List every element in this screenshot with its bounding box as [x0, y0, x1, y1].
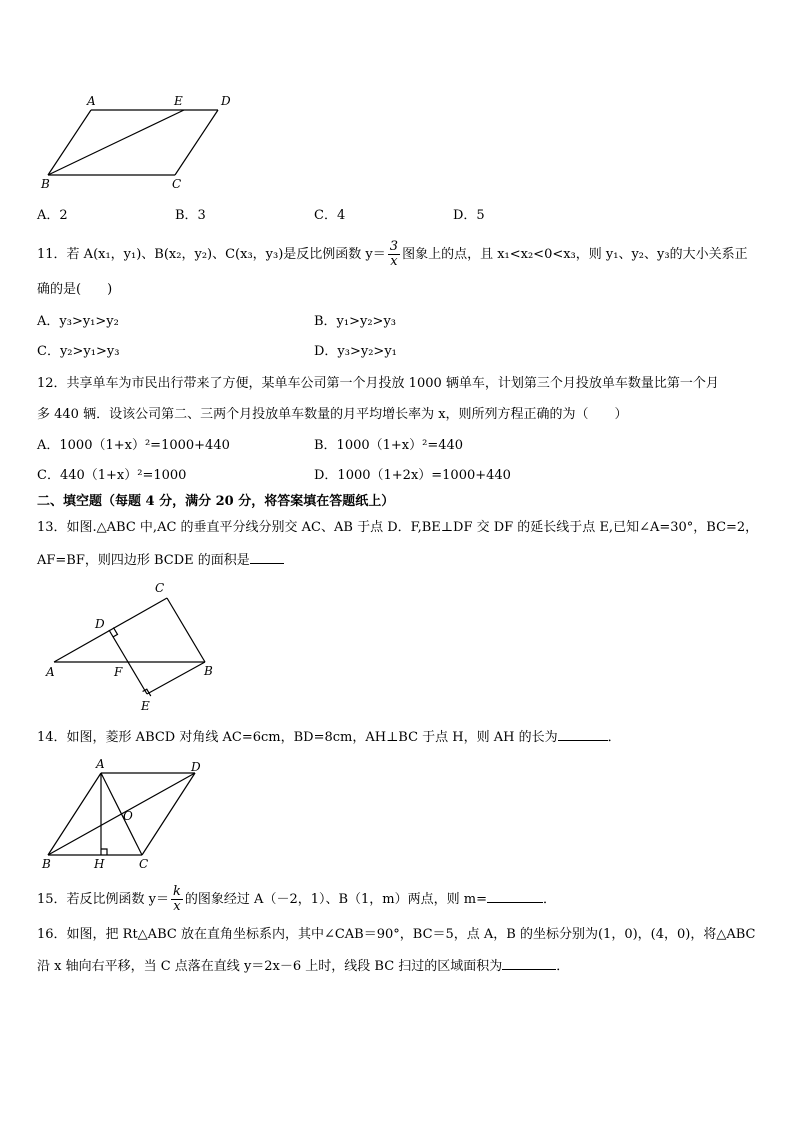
q11-fraction: $\frac{3}{x}$ — [389, 239, 399, 269]
q15-end: ． — [543, 892, 557, 907]
label-D: D — [95, 617, 105, 631]
label-F: F — [114, 665, 123, 679]
q12-line2: 多 440 辆．设该公司第二、三两个月投放单车数量的月平均增长率为 x，则所列方程正确的为（ ） — [37, 407, 628, 422]
label-H: H — [94, 857, 105, 871]
q14-line — [37, 728, 621, 747]
q15-text: 15．若反比例函数 y＝ — [37, 892, 170, 907]
q12-option-c: C．440（1+x）²=1000 — [37, 468, 187, 483]
label-B: B — [42, 857, 51, 871]
q13-figure — [40, 578, 220, 715]
q11-stem-post: 图象上的点，且 x₁<x₂<0<x₃，则 y₁、y₂、y₃的大小关系正 — [402, 247, 748, 262]
label-C: C — [139, 857, 149, 871]
label-A: A — [46, 665, 55, 679]
q11-line2: 确的是( ) — [37, 282, 113, 297]
q11-option-d: D．y₃>y₂>y₁ — [314, 344, 397, 359]
q16-line1: 16．如图，把 Rt△ABC 放在直角坐标系内，其中∠CAB＝90°，BC＝5，点 A，B 的坐标分别为(1，0)，(4，0)，将△ABC — [37, 927, 756, 942]
q14-figure — [38, 756, 213, 872]
q10-option-c: C．4 — [314, 208, 346, 223]
q15-answer-blank — [487, 890, 543, 903]
q16-text: 沿 x 轴向右平移，当 C 点落在直线 y＝2x－6 上时，线段 BC 扫过的区域面积为 — [37, 959, 503, 974]
q14-answer-blank — [558, 728, 608, 741]
q16-line2 — [37, 957, 569, 976]
q15-post: 的图象经过 A（－2，1）、B（1，m）两点，则 m= — [184, 892, 487, 907]
q10-option-d: D．5 — [453, 208, 485, 223]
q16-answer-blank — [502, 957, 556, 970]
label-C: C — [155, 581, 165, 595]
q12-option-b: B．1000（1+x）²=440 — [314, 438, 464, 453]
label-A: A — [87, 94, 96, 108]
label-D: D — [191, 760, 201, 774]
label-D: D — [221, 94, 231, 108]
q10-option-a: A．2 — [37, 208, 68, 223]
q13-text: AF=BF，则四边形 BCDE 的面积是 — [37, 553, 250, 568]
q13-line2 — [37, 551, 284, 570]
label-B: B — [41, 177, 50, 191]
q13-answer-blank — [250, 551, 284, 564]
q13-line1: 13．如图.△ABC 中,AC 的垂直平分线分别交 AC、AB 于点 D．F,BE⊥DF 交 DF 的延长线于点 E,已知∠A=30°，BC=2， — [37, 520, 759, 535]
label-O: O — [123, 809, 133, 823]
q12-option-a: A．1000（1+x）²=1000+440 — [37, 438, 230, 453]
q11-line1 — [37, 240, 748, 269]
q14-end: ． — [607, 730, 621, 745]
q12-line1: 12．共享单车为市民出行带来了方便，某单车公司第一个月投放 1000 辆单车，计划第三个月投放单车数量比第一个月 — [37, 376, 719, 391]
q15-fraction: $\frac{k}{x}$ — [173, 884, 181, 914]
q11-option-c: C．y₂>y₁>y₃ — [37, 344, 120, 359]
label-A: A — [96, 757, 105, 771]
q16-end: ． — [556, 959, 570, 974]
label-E: E — [174, 94, 183, 108]
q12-option-d: D．1000（1+2x）=1000+440 — [314, 468, 511, 483]
q15-line — [37, 885, 556, 914]
q10-option-b: B．3 — [175, 208, 206, 223]
q14-text: 14．如图，菱形 ABCD 对角线 AC=6cm，BD=8cm，AH⊥BC 于点 H，则 AH 的长为 — [37, 730, 558, 745]
q11-option-a: A．y₃>y₁>y₂ — [37, 314, 119, 329]
q10-figure — [38, 88, 243, 193]
section-heading: 二、填空题（每题 4 分，满分 20 分，将答案填在答题纸上） — [37, 494, 395, 509]
q11-stem-text: 11．若 A(x₁，y₁)、B(x₂，y₂)、C(x₃，y₃)是反比例函数 y＝ — [37, 247, 386, 262]
label-B: B — [204, 664, 213, 678]
q11-option-b: B．y₁>y₂>y₃ — [314, 314, 397, 329]
label-E: E — [141, 699, 150, 713]
label-C: C — [172, 177, 182, 191]
